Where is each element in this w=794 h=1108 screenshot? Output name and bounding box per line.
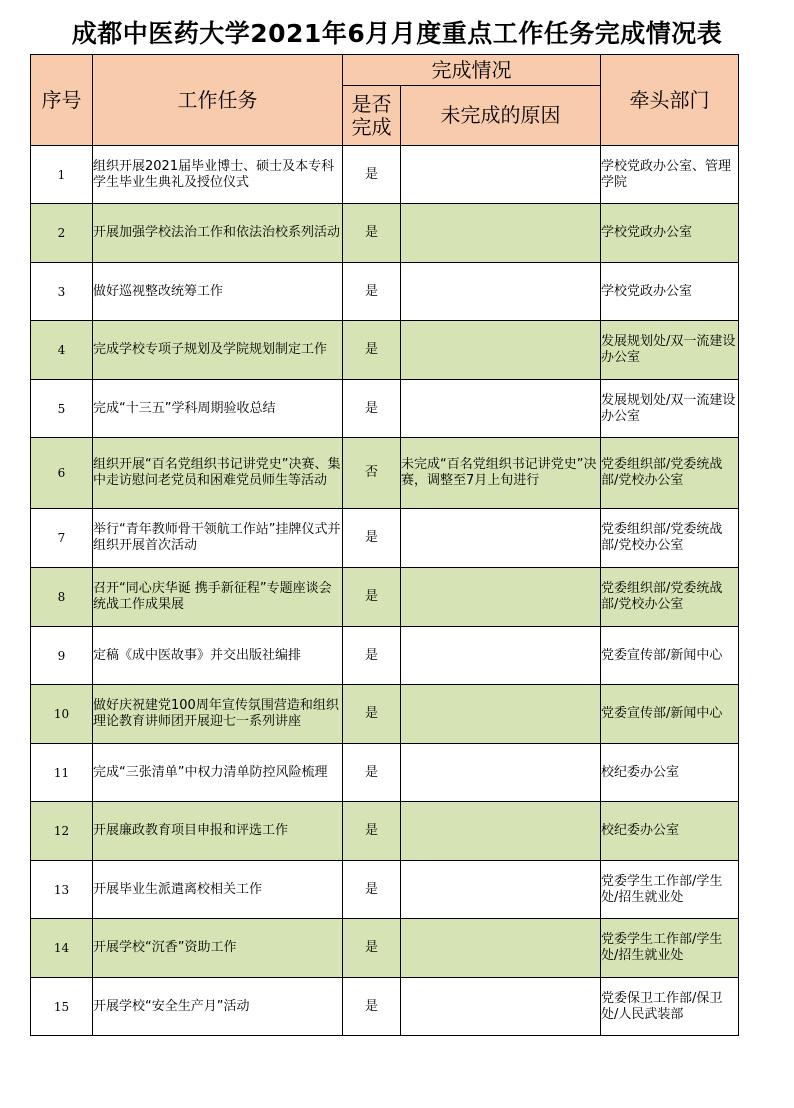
row-dept: 发展规划处/双一流建设办公室 [601, 321, 739, 380]
row-task: 开展学校“安全生产月”活动 [93, 978, 343, 1036]
row-dept: 党委宣传部/新闻中心 [601, 685, 739, 744]
row-completed: 是 [343, 685, 401, 744]
row-task: 组织开展“百名党组织书记讲党史”决赛、集中走访慰问老党员和困难党员师生等活动 [93, 438, 343, 509]
table-row [31, 509, 739, 568]
row-dept: 学校党政办公室 [601, 204, 739, 263]
table-header [31, 55, 739, 146]
row-task: 做好庆祝建党100周年宣传氛围营造和组织理论教育讲师团开展迎七一系列讲座 [93, 685, 343, 744]
row-number: 13 [31, 861, 93, 919]
row-completed: 是 [343, 321, 401, 380]
row-task: 开展廉政教育项目申报和评选工作 [93, 802, 343, 861]
row-reason [401, 321, 601, 380]
row-dept: 学校党政办公室 [601, 263, 739, 321]
row-task: 开展毕业生派遣离校相关工作 [93, 861, 343, 919]
header-status-group: 完成情况 [343, 55, 601, 86]
row-dept: 党委学生工作部/学生处/招生就业处 [601, 919, 739, 978]
table-row [31, 861, 739, 919]
row-number: 15 [31, 978, 93, 1036]
row-task: 开展加强学校法治工作和依法治校系列活动 [93, 204, 343, 263]
row-number: 8 [31, 568, 93, 627]
row-dept: 学校党政办公室、管理学院 [601, 146, 739, 204]
row-reason [401, 978, 601, 1036]
row-number: 1 [31, 146, 93, 204]
table-row [31, 380, 739, 438]
row-dept: 党委组织部/党委统战部/党校办公室 [601, 568, 739, 627]
row-number: 4 [31, 321, 93, 380]
row-number: 9 [31, 627, 93, 685]
header-task: 工作任务 [93, 55, 343, 146]
row-reason [401, 568, 601, 627]
row-completed: 是 [343, 627, 401, 685]
row-completed: 是 [343, 509, 401, 568]
header-reason: 未完成的原因 [401, 86, 601, 146]
table-row [31, 978, 739, 1036]
row-number: 14 [31, 919, 93, 978]
row-completed: 是 [343, 978, 401, 1036]
row-task: 完成“十三五”学科周期验收总结 [93, 380, 343, 438]
row-task: 召开“同心庆华诞 携手新征程”专题座谈会统战工作成果展 [93, 568, 343, 627]
row-task: 组织开展2021届毕业博士、硕士及本专科学生毕业生典礼及授位仪式 [93, 146, 343, 204]
row-completed: 是 [343, 568, 401, 627]
row-reason [401, 919, 601, 978]
row-completed: 是 [343, 204, 401, 263]
task-completion-table [30, 54, 739, 1036]
row-reason [401, 802, 601, 861]
row-task: 定稿《成中医故事》并交出版社编排 [93, 627, 343, 685]
row-dept: 党委保卫工作部/保卫处/人民武装部 [601, 978, 739, 1036]
row-number: 12 [31, 802, 93, 861]
row-completed: 是 [343, 146, 401, 204]
row-task: 开展学校“沉香”资助工作 [93, 919, 343, 978]
row-number: 10 [31, 685, 93, 744]
table-row [31, 321, 739, 380]
row-reason [401, 204, 601, 263]
row-dept: 校纪委办公室 [601, 744, 739, 802]
table-row [31, 438, 739, 509]
row-dept: 党委宣传部/新闻中心 [601, 627, 739, 685]
table-row [31, 685, 739, 744]
row-completed: 是 [343, 380, 401, 438]
row-dept: 党委学生工作部/学生处/招生就业处 [601, 861, 739, 919]
table-row [31, 744, 739, 802]
row-reason [401, 861, 601, 919]
row-completed: 是 [343, 263, 401, 321]
table-body [31, 146, 739, 1036]
row-completed: 否 [343, 438, 401, 509]
row-number: 2 [31, 204, 93, 263]
row-dept: 发展规划处/双一流建设办公室 [601, 380, 739, 438]
row-task: 完成“三张清单”中权力清单防控风险梳理 [93, 744, 343, 802]
row-reason [401, 509, 601, 568]
table-row [31, 568, 739, 627]
row-number: 3 [31, 263, 93, 321]
row-reason [401, 627, 601, 685]
row-number: 5 [31, 380, 93, 438]
row-task: 举行“青年教师骨干领航工作站”挂牌仪式并组织开展首次活动 [93, 509, 343, 568]
row-task: 做好巡视整改统筹工作 [93, 263, 343, 321]
table-row [31, 263, 739, 321]
row-completed: 是 [343, 919, 401, 978]
row-completed: 是 [343, 861, 401, 919]
table-row [31, 146, 739, 204]
row-reason: 未完成“百名党组织书记讲党史”决赛，调整至7月上旬进行 [401, 438, 601, 509]
table-row [31, 919, 739, 978]
row-reason [401, 380, 601, 438]
row-number: 6 [31, 438, 93, 509]
page-title: 成都中医药大学2021年6月月度重点工作任务完成情况表 [71, 19, 723, 48]
row-task: 完成学校专项子规划及学院规划制定工作 [93, 321, 343, 380]
table-row [31, 802, 739, 861]
row-dept: 党委组织部/党委统战部/党校办公室 [601, 509, 739, 568]
header-completed: 是否完成 [343, 86, 401, 146]
row-reason [401, 263, 601, 321]
row-dept: 党委组织部/党委统战部/党校办公室 [601, 438, 739, 509]
header-dept: 牵头部门 [601, 55, 739, 146]
row-number: 7 [31, 509, 93, 568]
row-reason [401, 685, 601, 744]
row-dept: 校纪委办公室 [601, 802, 739, 861]
row-reason [401, 146, 601, 204]
row-reason [401, 744, 601, 802]
header-seq: 序号 [31, 55, 93, 146]
row-number: 11 [31, 744, 93, 802]
row-completed: 是 [343, 744, 401, 802]
table-row [31, 627, 739, 685]
row-completed: 是 [343, 802, 401, 861]
table-row [31, 204, 739, 263]
